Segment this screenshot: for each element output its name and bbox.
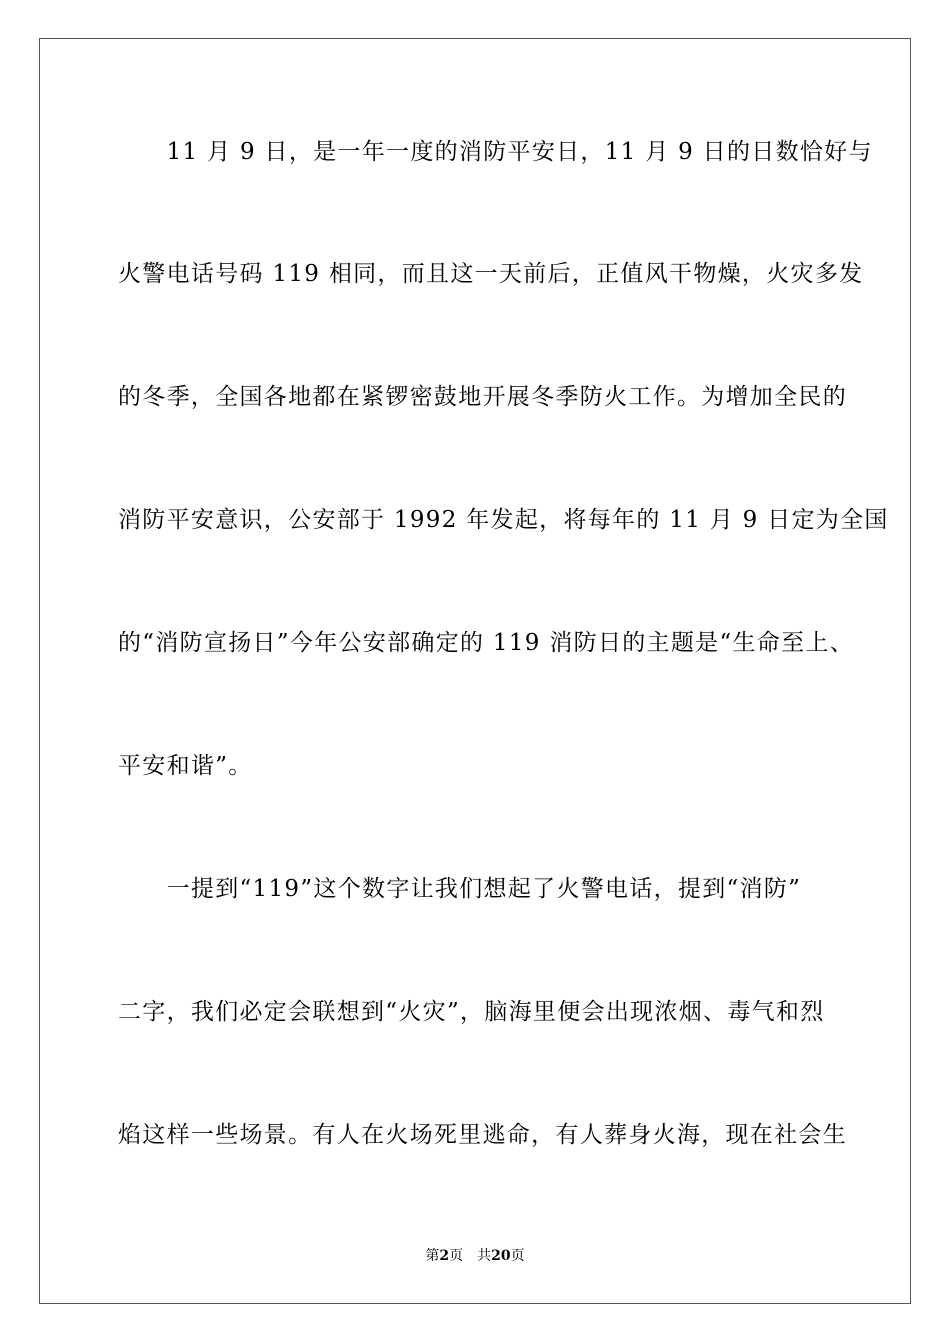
paragraph-line-2: 火警电话号码 119 相同，而且这一天前后，正值风干物燥，火灾多发 (118, 261, 864, 287)
paragraph-line-1: 11 月 9 日，是一年一度的消防平安日，11 月 9 日的日数恰好与 (118, 139, 873, 165)
page-border (39, 38, 911, 1304)
page-suffix: 页 (449, 1248, 464, 1264)
paragraph-line-9: 焰这样一些场景。有人在火场死里逃命，有人葬身火海，现在社会生 (118, 1122, 847, 1148)
total-prefix: 共 (477, 1248, 492, 1264)
paragraph-line-3: 的冬季，全国各地都在紧锣密鼓地开展冬季防火工作。为增加全民的 (118, 384, 847, 410)
paragraph-line-5: 的“消防宣扬日”今年公安部确定的 119 消防日的主题是“生命至上、 (118, 630, 854, 656)
page-number: 2 (439, 1248, 450, 1264)
page-prefix: 第 (425, 1248, 440, 1264)
paragraph-line-7: 一提到“119”这个数字让我们想起了火警电话，提到“消防” (118, 876, 802, 902)
total-pages: 20 (491, 1248, 511, 1264)
page-footer (0, 1247, 950, 1265)
paragraph-line-8: 二字，我们必定会联想到“火灾”，脑海里便会出现浓烟、毒气和烈 (118, 999, 825, 1025)
paragraph-line-4: 消防平安意识，公安部于 1992 年发起，将每年的 11 月 9 日定为全国 (118, 507, 889, 533)
total-suffix: 页 (510, 1248, 525, 1264)
paragraph-line-6: 平安和谐”。 (118, 753, 253, 779)
